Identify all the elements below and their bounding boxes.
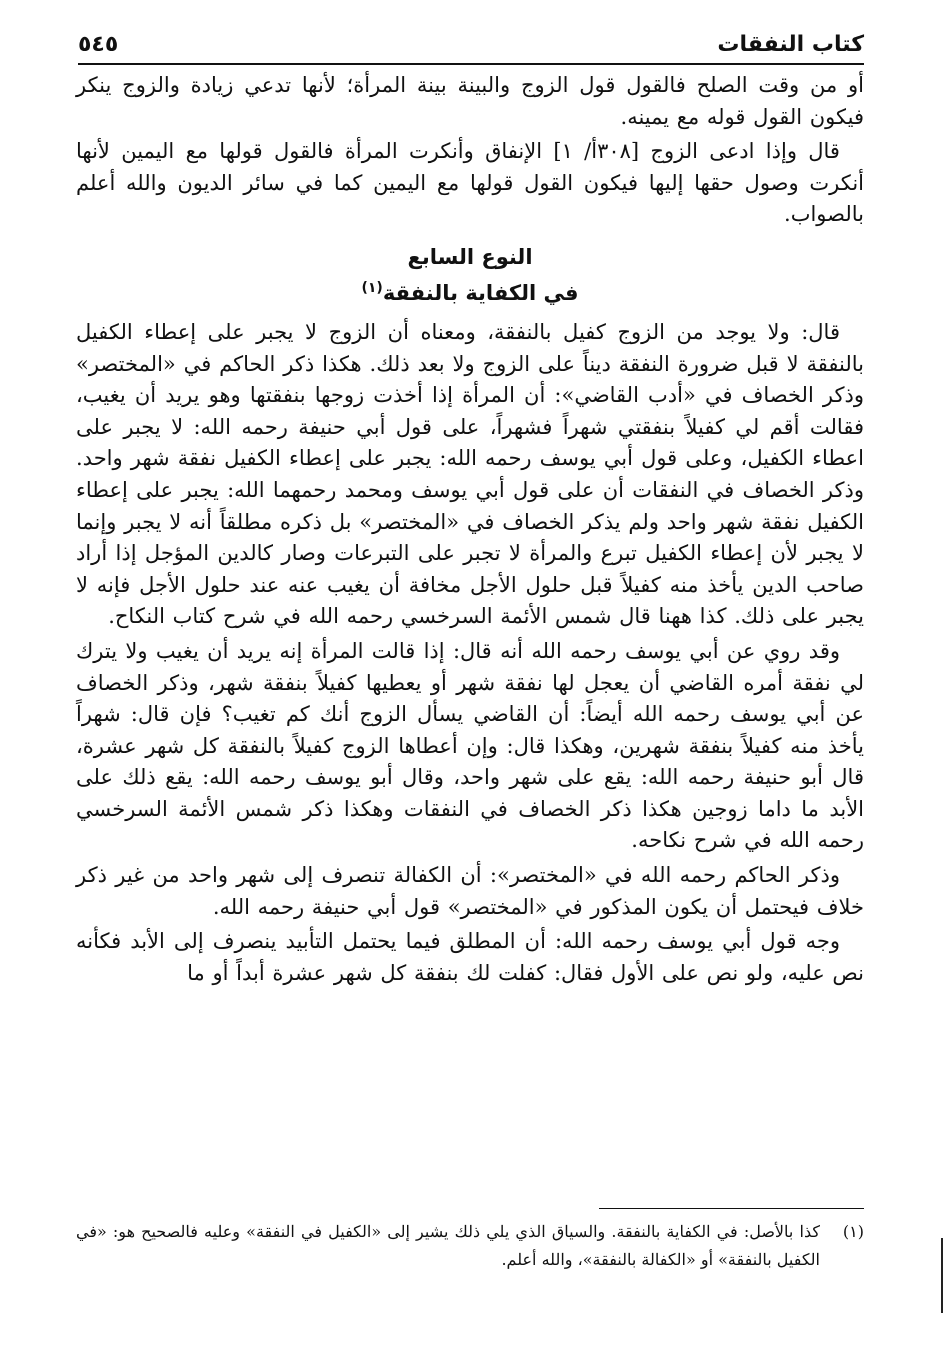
paragraph: قال وإذا ادعى الزوج [٣٠٨أ/ ١] الإنفاق وأنكرت المرأة فالقول قولها مع اليمين لأنها أنكرت وصول حقها إليها فيكون القول قولها مع اليمين كما في سائر الديون والله أعلم بالصواب.	[76, 139, 864, 227]
running-header	[78, 16, 864, 60]
paragraph: قال: ولا يوجد من الزوج كفيل بالنفقة، ومعناه أن الزوج لا يجبر على إعطاء الكفيل بالنفقة لا قبل ضرورة النفقة ديناً على الزوج ولا بعد ذلك. هكذا ذكر الحاكم في «المختصر» وذكر الخصاف في «أدب القاضي»: أن المرأة إذا أخذت زوجها بنفقتها وهو يريد أن يغيب، فقالت أقم لي كفيلاً بنفقتي شهراً فشهراً، على قول أبي حنيفة رحمه الله: لا يجبر على اعطاء الكفيل، وعلى قول أبي يوسف رحمه الله: يجبر على إعطاء الكفيل نفقة شهر واحد. وذكر الخصاف في النفقات أن على قول أبي يوسف ومحمد رحمهما الله: يجبر على إعطاء الكفيل نفقة شهر واحد ولم يذكر الخصاف في «المختصر» بل ذكره مطلقاً أنه لا يجبر وإنما لا يجبر لأن إعطاء الكفيل تبرع والمرأة لا تجبر على التبرعات وصار كالدين المؤجل إذا أراد صاحب الدين يأخذ منه كفيلاً قبل حلول الأجل مخافة أن يغيب عنه عند حلول الأجل فإنه لا يجبر على ذلك. كذا ههنا قال شمس الأئمة السرخسي رحمه الله في شرح كتاب النكاح.	[76, 319, 864, 629]
paragraph: وقد روي عن أبي يوسف رحمه الله أنه قال: إذا قالت المرأة إنه يريد أن يغيب ولا يترك لي نفقة أمره القاضي أن يعجل لها نفقة شهر أو يعطيها كفيلاً بنفقة شهر، وذكر الخصاف عن أبي يوسف رحمه الله أيضاً: أن القاضي يسأل الزوج أنك كم تغيب؟ فإن قال: شهراً يأخذ منه كفيلاً بنفقة شهرين، وهكذا قال: وإن أعطاها الزوج كفيلاً بالنفقة كل شهر عشرة، قال أبو حنيفة رحمه الله: يقع على شهر واحد، وقال أبو يوسف رحمه الله: يقع ذلك على الأبد ما داما زوجين هكذا ذكر الخصاف في النفقات وهكذا ذكر شمس الأئمة السرخسي رحمه الله في شرح نكاحه.	[76, 638, 864, 853]
paragraph: أو من وقت الصلح فالقول قول الزوج والبينة بينة المرأة؛ لأنها تدعي زيادة والزوج ينكر فيكون القول قوله مع يمينه.	[76, 73, 864, 129]
header-rule	[78, 63, 864, 65]
page-number: ٥٤٥	[78, 32, 119, 57]
footnote-number: (١)	[842, 1222, 864, 1241]
section-heading-line-1: النوع السابع	[407, 244, 533, 269]
running-header-title: كتاب النفقات	[717, 32, 864, 57]
section-heading-title: في الكفاية بالنفقة	[382, 280, 579, 305]
footnotes	[76, 1218, 864, 1274]
footnote-text: كذا بالأصل: في الكفاية بالنفقة. والسياق الذي يلي ذلك يشير إلى «الكفيل في النفقة» وعليه فالصحيح هو: «في الكفيل بالنفقة» أو «الكفالة بالنفقة»، والله أعلم.	[76, 1222, 820, 1269]
footnote-reference: (١)	[361, 279, 383, 296]
section-heading-line-2	[76, 275, 864, 311]
main-text	[76, 70, 864, 992]
scan-margin-mark	[941, 1238, 943, 1313]
paragraph: وجه قول أبي يوسف رحمه الله: أن المطلق فيما يحتمل التأبيد ينصرف إلى الأبد فكأنه نص عليه، ولو نص على الأول فقال: كفلت لك بنفقة كل شهر عشرة أبداً أو ما	[76, 929, 864, 985]
footnote-rule	[599, 1208, 864, 1209]
footnote	[76, 1218, 864, 1274]
paragraph: وذكر الحاكم رحمه الله في «المختصر»: أن الكفالة تنصرف إلى شهر واحد من غير ذكر خلاف فيحتمل أن يكون المذكور في «المختصر» قول أبي حنيفة رحمه الله.	[76, 863, 864, 919]
